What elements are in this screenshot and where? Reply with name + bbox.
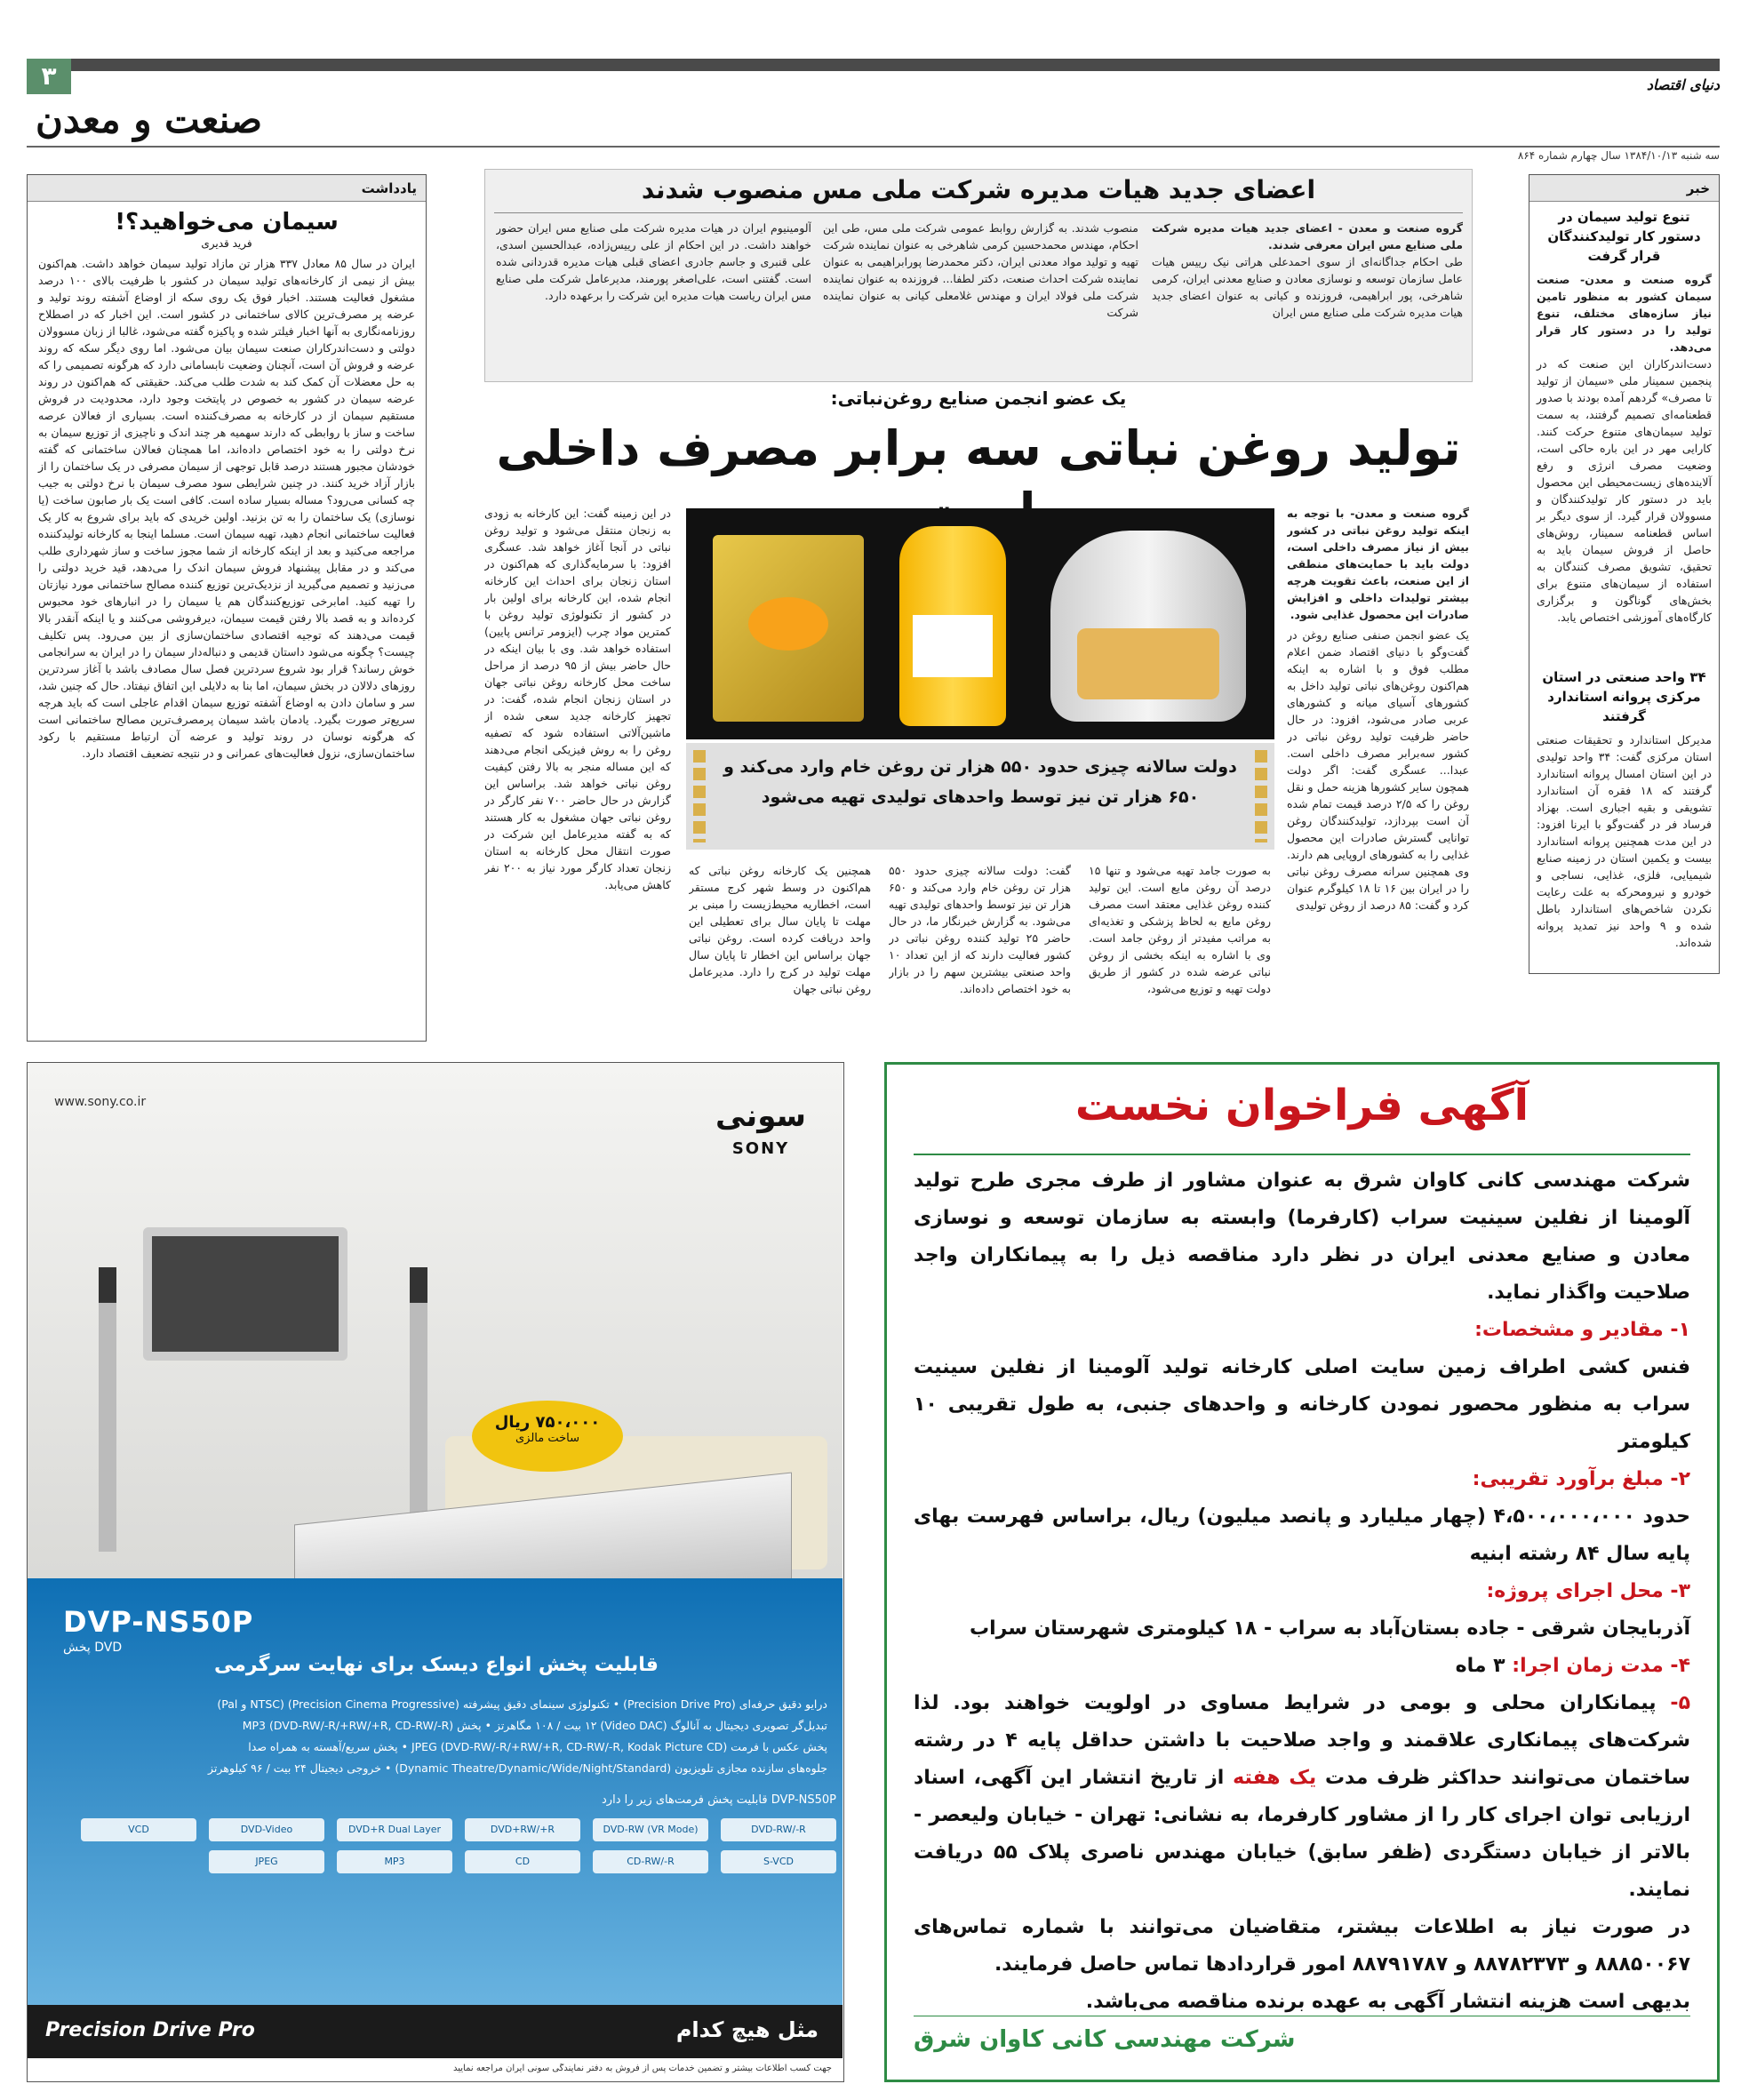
tender-h5: ۵-	[1670, 1692, 1690, 1714]
format-tag: JPEG	[209, 1850, 324, 1873]
tender-title: آگهی فراخوان نخست	[1074, 1081, 1529, 1130]
format-tag: CD-RW/-R	[593, 1850, 708, 1873]
sony-feature-title: قابلیت پخش انواع دیسک برای نهایت سرگرمی	[214, 1654, 659, 1676]
news-label: خبر	[1529, 175, 1719, 202]
main-kicker: یک عضو انجمن صنایع روغن‌نباتی:	[830, 387, 1127, 409]
tender-h2: ۲- مبلغ برآورد تقریبی:	[1472, 1468, 1690, 1490]
price-origin: ساخت مالزی	[515, 1432, 580, 1445]
main-body-right: یک عضو انجمن صنفی صنایع روغن در گفت‌وگو با دنیای اقتصاد ضمن اعلام مطلب فوق و با اشاره به اینکه هم‌اکنون روغن‌های نباتی تولید داخل به کشورهای آسیای میانه و کشورهای عربی صادر می‌شود، افزود: در حال حاضر ظرفیت تولید روغن نباتی در کشور سه‌برابر مصرف داخلی است. عبدا... عسگری گفت: اگر دولت همچون سایر کشورها هزینه حمل و نقل روغن را که ۲/۵ درصد قیمت تمام شده آن است بپردازد، تولیدکنندگان روغن توانایی گسترش صادرات این محصول غذایی را به کشورهای اروپایی هم دارند. وی همچنین سرانه مصرف روغن نباتی را در ایران بین ۱۶ تا ۱۸ کیلوگرم عنوان کرد و گفت: ۸۵ درصد از روغن تولیدی	[1287, 628, 1469, 912]
speaker-icon	[99, 1267, 116, 1552]
sony-feature-3: پخش عکس با فرمت (DVD-RW/-R/+RW/+R, CD-RW/-R, Kodak Picture CD) JPEG • پخش سریع/آهسته به همراه صدا	[248, 1740, 827, 1753]
main-col-left: در این زمینه گفت: این کارخانه به زودی به زنجان منتقل می‌شود و تولید روغن نباتی در آنجا آغاز خواهد شد. عسگری افزود: با سرمایه‌گذاری که هم‌اکنون در استان زنجان برای احداث این کارخانه انجام شده، این کارخانه برای اولین بار در کشور از تکنولوژی تولید روغن با کمترین مواد چرب (ایزومر ترانس پایین) استفاده خواهد شد. وی با بیان اینکه در حال حاضر بیش از ۹۵ درصد از مراحل ساخت محل کارخانه روغن نباتی جهان در استان زنجان انجام شده، گفت: در تجهیز کارخانه جدید سعی شده از ماشین‌آلاتی استفاده شود که تصفیه روغن را به روش فیزیکی انجام می‌دهند که این مساله منجر به بالا رفتن کیفیت روغن نباتی خواهد شد. براساس این گزارش در حال حاضر ۷۰۰ نفر کارگر در روغن نباتی جهان مشغول به کار هستند که به گفته مدیرعامل این شرکت در صورت انتقال محل کارخانه به استان زنجان تعداد کارگر مورد نیاز به ۲۰۰ نفر کاهش می‌یابد.	[484, 507, 671, 891]
news-body-cement: دست‌اندرکاران این صنعت که در پنجمین سمینار ملی «سیمان از تولید تا مصرف» گردهم آمده بودند با صدور قطعنامه‌ای تصمیم گرفتند، به سمت تولید سیمان‌های متنوع حرکت کنند. کارایی مهر در این باره حاکی است، وضعیت مصرف انرژی و رفع آلاینده‌های زیست‌محیطی این محصول باید در دستور کار تولیدکنندگان و مسوولان قرار گیرد. از سوی دیگر بر اساس قطعنامه سمینار، روش‌های حاصل از فروش سیمان باید به تحقیق، تشویق مصرف کنندگان به استفاده از سیمان‌های متنوع برای بخش‌های گوناگون و برگزاری کارگاه‌های آموزشی اختصاص یابد.	[1537, 357, 1712, 624]
news-lead-cement: گروه صنعت و معدن- صنعت سیمان کشور به منظور تامین نیاز سازه‌های مختلف، تنوع تولید را در دستور کار قرار می‌دهد.	[1537, 273, 1712, 354]
tender-h4: ۴- مدت زمان اجرا:	[1512, 1655, 1690, 1677]
op-ed-column	[27, 174, 427, 1042]
precision-drive-pro-logo: Precision Drive Pro	[45, 2019, 255, 2041]
tender-intro: شرکت مهندسی کانی کاوان شرق به عنوان مشاور از طرف مجری طرح تولید آلومینا از نفلین سینیت سراب (کارفرما) وابسته به سازمان توسعه و نوسازی معادن و صنایع معدنی ایران در نظر دارد مناقصه ذیل را به پیمانکاران واجد صلاحیت واگذار نماید.	[914, 1170, 1690, 1304]
masthead-logo: دنیای اقتصاد	[1646, 76, 1720, 93]
sony-feature-4: جلوه‌های سازنده مجازی تلویزیون (Dynamic Theatre/Dynamic/Wide/Night/Standard) • خروجی دیجیتال ۲۴ بیت / ۹۶ کیلوهرتز	[208, 1761, 827, 1775]
tender-t5-highlight: یک هفته	[1233, 1767, 1317, 1789]
op-ed-body: ایران در سال ۸۵ معادل ۳۳۷ هزار تن مازاد تولید سیمان خواهد داشت. هم‌اکنون بیش از نیمی از کارخانه‌های تولید سیمان در کشور با ظرفیت بالای ۱۰۰ درصد مشغول فعالیت هستند. اخبار فوق یک روی سکه از اوضاع آشفته روند تولید و عرضه پر مصرف‌ترین کالای ساختمانی در کشور است. این اخبار که در اصطلاح روزنامه‌نگاری به آنها اخبار فیلتر شده و پاکیزه گفته می‌شود، غالبا از زبان مسوولان دولتی و دست‌اندرکاران صنعت سیمان بیان می‌شود. اما روی دیگر سکه که روند عرضه و فروش آن است، آنچنان وضعیت نابسامانی دارد که هرگونه تصمیمی را که به حل معضلات آن کمک کند به شدت طلب می‌کند. حقیقتی که هم‌اکنون در روند عرضه سیمان در کشور به خصوص در پایتخت وجود دارد، محدودیت در فروش مستقیم سیمان از در کارخانه به مصرف‌کننده است. بسیاری از فعالان عرصه ساخت و ساز با روابطی که دارند سهمیه هر چند اندک و ناچیزی از توزیع سیمان به نرخ دولتی را به خود اختصاص داده‌اند، اما همچنان فعالان ساختمانی که گفته خودشان مجبور هستند درصد قابل توجهی از سیمان مصرفی در یک ساختمان را از بازار آزاد خرید کنند. در چنین شرایطی سود مصرف سیمان با نرخ دولتی به جیب چه کسانی می‌رود؟ مساله بسیار ساده است. کافی است یک بار صابون ساخت (یا نوسازی) یک ساختمان را به تن بزنید. اولین خریدی که باید برای شروع به کار یک فعالیت ساختمانی انجام دهید، تهیه سیمان است. مسلما اینجا به کارخانه تولیدکننده مراجعه می‌کنید و بعد از اینکه کارخانه از شما مجوز ساخت و ساز شهرداری طلب می‌کند و در مقابل پیشنهاد فروش سیمان اندک را می‌دهد، قید خرید دولتی را می‌زنید و تصمیم می‌گیرید از نزدیک‌ترین توزیع کننده مصالح ساختمانی مورد نیازتان را تهیه کنید. امابرخی توزیع‌کنندگان هم یا سیمان را در انبارهای خود محبوس کرده‌اند و به قصد بالا رفتن قیمت سیمان، دیرفروشی می‌کنند و یا اینکه آنقدر بالا قیمت می‌دهند که توجیه اقتصادی ساختمان‌سازی از بین می‌رود. پس تکلیف چیست؟ چگونه می‌شود داستان قدیمی و دنباله‌دار سیمان را در ایران به سرانجامی خوش رساند؟ قرار بود شروع سردترین فصل سال مصادف باشد با آغاز سردترین روزهای دلالان در بخش سیمان، اما بنا به دلایلی این اتفاق نیفتاد. حال که چنین شد، سر و سامان دادن به اوضاع آشفته توزیع سیمان اقدام عاجلی است که باید هرچه سریع‌تر صورت بگیرد. یادمان باشد سیمان پرمصرف‌ترین مصالح ساختمانی است که هرگونه نوسان در روند تولید و عرضه آن ارتباط مستقیم با رکود ساختمان‌سازی، نزول فعالیت‌های عمرانی و در نتیجه تضعیف اقتصاد دارد.	[38, 257, 416, 760]
news-column	[1529, 174, 1720, 974]
format-tag: DVD-RW/-R	[721, 1818, 836, 1841]
oil-can-icon	[713, 535, 864, 722]
format-tag: S-VCD	[721, 1850, 836, 1873]
price-badge	[472, 1401, 623, 1472]
copper-col-right	[1152, 220, 1463, 375]
op-ed-headline: سیمان می‌خواهید؟!	[115, 209, 339, 236]
tender-t2: حدود ۴،۵۰۰،۰۰۰،۰۰۰ (چهار میلیارد و پانصد میلیون) ریال، براساس فهرست بهای پایه سال ۸۴ رشته ابنیه	[914, 1505, 1690, 1565]
format-tag: DVD+R Dual Layer	[337, 1818, 452, 1841]
sony-feature-2: تبدیل‌گر تصویری دیجیتال به آنالوگ (Video DAC) ۱۲ بیت / ۱۰۸ مگاهرتز • پخش (DVD-RW/-R/+RW/+R, CD-RW/-R) MP3	[242, 1719, 827, 1732]
copper-body-right: طی احکام جداگانه‌ای از سوی احمدعلی هراتی نیک رییس هیات عامل سازمان توسعه و نوسازی معادن و صنایع معدنی ایران، کرمی شاهرخی، پور ابراهیمی، فروزنده و کیانی به عنوان اعضای جدید هیات مدیره شرکت ملی صنایع مس ایران	[1152, 255, 1463, 319]
tender-cost-note: بدیهی است هزینه انتشار آگهی به عهده برنده مناقصه می‌باشد.	[1085, 1991, 1690, 2013]
sony-brand-en: SONY	[731, 1139, 790, 1158]
sony-blue-panel	[28, 1578, 843, 2005]
tender-t1: فنس کشی اطراف زمین سایت اصلی کارخانه تولید آلومینا از نفلین سینیت سراب به منظور محصور نمودن کارخانه و واحدهای جنبی، به طول تقریبی ۱۰ کیلومتر	[914, 1356, 1690, 1453]
copper-story	[484, 169, 1473, 382]
price-value: ۷۵۰،۰۰۰ ریال	[494, 1413, 601, 1432]
oil-products-photo	[686, 508, 1274, 739]
copper-headline: اعضای جدید هیات مدیره شرکت ملی مس منصوب شدند	[641, 175, 1316, 204]
oil-tin-icon	[1050, 531, 1246, 722]
main-bottom-1: به صورت جامد تهیه می‌شود و تنها ۱۵ درصد آن روغن مایع است. این تولید کننده روغن غذایی معتقد است مصرف روغن مایع به لحاظ پزشکی و تغذیه‌ای به مراتب مفیدتر از روغن جامد است. وی با اشاره به اینکه بخشی از روغن نباتی عرضه شده در کشور از طریق دولت تهیه و توزیع می‌شود،	[1089, 864, 1271, 995]
format-tag: VCD	[81, 1818, 196, 1841]
sony-brand-fa: سونی	[715, 1098, 806, 1134]
tender-h3: ۳- محل اجرای پروژه:	[1486, 1580, 1690, 1602]
main-lead: گروه صنعت و معدن- با توجه به اینکه تولید روغن نباتی در کشور بیش از نیاز مصرف داخلی است، دولت باید با حمایت‌های منطقی از این صنعت، باعث تقویت هرچه بیشتر تولیدات داخلی و افزایش صادرات این محصول غذایی شود.	[1287, 507, 1469, 621]
tv-icon	[143, 1227, 347, 1361]
sony-model-sub: پخش DVD	[63, 1641, 123, 1655]
format-tag: MP3	[337, 1850, 452, 1873]
callout-box	[686, 743, 1274, 850]
sony-formats-title: DVP-NS50P قابلیت پخش فرمت‌های زیر را دارد	[602, 1793, 836, 1807]
sony-formats-grid	[54, 1818, 836, 1873]
sony-model: DVP-NS50P	[63, 1605, 254, 1639]
tender-t5-cont: از تاریخ انتشار این آگهی، اسناد ارزیابی توان اجرای کار را از مشاور کارفرما، به نشانی: تهران - خیابان ولیعصر - بالاتر از خیابان دستگردی (ظفر سابق) خیابان مهندس ناصری پلاک ۵۵ دریافت نمایند.	[914, 1767, 1690, 1901]
format-tag: CD	[465, 1850, 580, 1873]
header-rule	[27, 146, 1720, 148]
sony-features	[45, 1694, 827, 1779]
news-headline-cement: تنوع تولید سیمان در دستور کار تولیدکنندگان قرار گرفت	[1547, 209, 1701, 264]
tender-t5: پیمانکاران محلی و بومی در شرایط مساوی در اولویت خواهند بود. لذا شرکت‌های پیمانکاری علاقمند و واجد صلاحیت با داشتن حداقل پایه ۴ در رشته ساختمان می‌توانند حداکثر ظرف مدت	[914, 1692, 1691, 1789]
speaker-icon	[410, 1267, 427, 1552]
page-number: ۳	[27, 59, 71, 94]
sony-url: www.sony.co.ir	[54, 1095, 147, 1109]
copper-lead: گروه صنعت و معدن - اعضای جدید هیات مدیره شرکت ملی صنایع مس ایران معرفی شدند.	[1152, 221, 1463, 252]
tender-contact: در صورت نیاز به اطلاعات بیشتر، متقاضیان می‌توانند با شماره تماس‌های ۸۸۸۵۰۰۶۷ و ۸۸۷۸۲۳۷۳ و ۸۸۷۹۱۷۸۷ امور قراردادها تماس حاصل فرمایند.	[914, 1916, 1690, 1976]
main-bottom-3: همچنین یک کارخانه روغن نباتی که هم‌اکنون در وسط شهر کرج مستقر است، اخطاریه محیط‌زیست را مبنی بر مهلت تا پایان سال برای تعطیلی این واحد دریافت کرده است. روغن نباتی جهان براساس این اخطار تا پایان سال مهلت تولید در کرج را دارد. مدیرعامل روغن نباتی جهان	[689, 864, 871, 995]
news-headline-standard: ۳۴ واحد صنعتی در استان مرکزی پروانه استاندارد گرفتند	[1542, 669, 1706, 724]
copper-body-mid: منصوب شدند. به گزارش روابط عمومی شرکت ملی مس، طی این احکام، مهندس محمدحسین کرمی شاهرخی به عنوان نماینده شرکت تهیه و تولید مواد معدنی ایران، دکتر محمدرضا پورابراهیمی به عنوان نماینده شرکت احداث صنعت، دکتر لطفا... فروزنده به عنوان نماینده شرکت ملی فولاد ایران و مهندس غلامعلی کیانی به عنوان نماینده شرکت	[823, 221, 1138, 319]
tender-t3: آذربایجان شرقی - جاده بستان‌آباد به سراب - ۱۸ کیلومتری شهرستان سراب	[970, 1617, 1690, 1640]
callout-dots-right	[1255, 750, 1267, 842]
tender-h4-value: ۳ ماه	[1455, 1655, 1505, 1677]
sony-ad	[27, 1062, 844, 2082]
sony-footer-note: جهت کسب اطلاعات بیشتر و تضمین خدمات پس از فروش به دفتر نمایندگی سونی ایران مراجعه نمایید	[453, 2064, 832, 2073]
copper-body-left: آلومینیوم ایران در هیات مدیره شرکت ملی صنایع مس ایران حضور خواهند داشت. در این احکام از علی رییس‌زاده، عبدالحسین اسدی، علی قنبری و جاسم جادری اعضای قبلی هیات مدیره قدردانی شده است. گفتنی است، علی‌اصغر پورمند، مدیرعامل شرکت ملی صنایع مس ایران ریاست هیات مدیره این شرکت را برعهده دارد.	[496, 221, 811, 302]
main-bottom-2: گفت: دولت سالانه چیزی حدود ۵۵۰ هزار تن روغن خام وارد می‌کند و ۶۵۰ هزار تن نیز توسط واحدهای تولیدی تهیه می‌شود. به گزارش خبرنگار ما، در حال حاضر ۲۵ تولید کننده روغن نباتی در کشور فعالیت دارند که از این تعداد ۱۰ واحد صنعتی بیشترین سهم را در بازار به خود اختصاص داده‌اند.	[889, 864, 1071, 995]
tender-signature: شرکت مهندسی کانی کاوان شرق	[914, 2026, 1296, 2053]
format-tag: DVD-Video	[209, 1818, 324, 1841]
main-headline: تولید روغن نباتی سه برابر مصرف داخلی	[496, 420, 1461, 476]
format-tag: DVD+RW/+R	[465, 1818, 580, 1841]
sony-feature-1: درایو دقیق حرفه‌ای (Precision Drive Pro) • تکنولوژی سینمای دقیق پیشرفته (Precision Cinema Progressive) (NTSC و Pal)	[217, 1697, 827, 1711]
tender-body	[914, 1162, 1690, 2021]
op-ed-label: یادداشت	[28, 175, 426, 202]
op-ed-author: فرید قدیری	[201, 237, 252, 250]
section-title: صنعت و معدن	[36, 98, 263, 141]
callout-dots-left	[693, 750, 706, 842]
format-tag: DVD-RW (VR Mode)	[593, 1818, 708, 1841]
tender-h1: ۱- مقادیر و مشخصات:	[1474, 1319, 1690, 1341]
tender-ad	[884, 1062, 1720, 2082]
news-body-standard: مدیرکل استاندارد و تحقیقات صنعتی استان مرکزی گفت: ۳۴ واحد تولیدی در این استان امسال پروانه استاندارد گرفتند که ۱۸ فقره آن استاندارد تشویقی و بقیه اجباری است. بهزاد فرساد فر در گفت‌وگو با ایرنا افزود: در این مدت همچنین پروانه استاندارد بیست و یکمین استان در زمینه صنایع شیمیایی، فلزی، غذایی، نساجی و خودرو و نیرومحرکه به علت رعایت نکردن شاخص‌های استاندارد باطل شده و ۹ واحد نیز تمدید پروانه شده‌اند.	[1537, 733, 1713, 949]
tender-title-rule	[914, 1154, 1690, 1155]
oil-bottle-icon	[899, 526, 1006, 726]
callout-text: دولت سالانه چیزی حدود ۵۵۰ هزار تن روغن خام وارد می‌کند و ۶۵۰ هزار تن نیز توسط واحدهای تولیدی تهیه می‌شود	[723, 757, 1237, 807]
sony-slogan: مثل هیچ کدام	[675, 2017, 819, 2042]
header-bar	[27, 59, 1720, 71]
main-col-right	[1287, 505, 1469, 1002]
dateline: سه شنبه ۱۳۸۴/۱۰/۱۳ سال چهارم شماره ۸۶۴	[1517, 149, 1720, 162]
copper-rule	[494, 212, 1463, 213]
